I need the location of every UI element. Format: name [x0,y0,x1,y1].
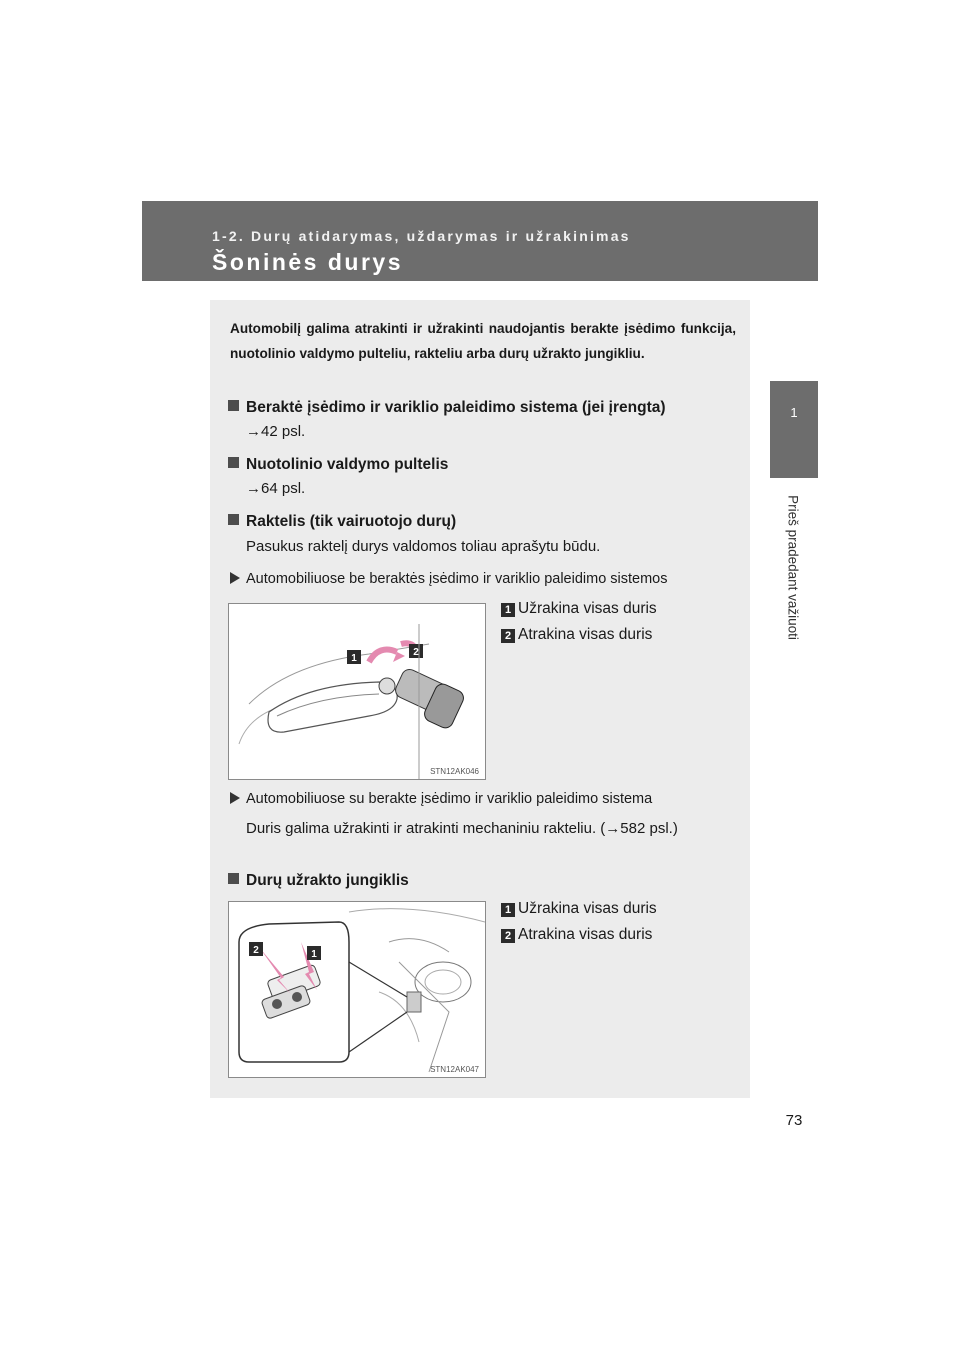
heading-key: Raktelis (tik vairuotojo durų) [228,513,456,531]
bullet-smart-entry: Automobiliuose su berakte įsėdimo ir variklio paleidimo sistema [230,791,652,807]
square-bullet-icon [228,514,239,525]
switch-illustration [228,901,486,1078]
svg-text:2: 2 [413,647,419,658]
legend-unlock-1: 2 Atrakina visas duris [501,626,652,644]
triangle-bullet-icon [230,572,240,584]
legend-unlock-2: 2 Atrakina visas duris [501,926,652,944]
ref-smart-entry: →42 psl. [246,423,306,440]
chapter-number: 1 [790,405,798,420]
square-bullet-icon [228,873,239,884]
mechanical-key-note: Duris galima užrakinti ir atrakinti mechaniniu rakteliu. (→582 psl.) [246,820,678,837]
ref-remote: →64 psl. [246,480,306,497]
svg-text:1: 1 [311,949,317,960]
chapter-header [142,201,818,281]
figure-code: STN12AK046 [430,767,479,776]
content-panel [210,300,750,1098]
legend-lock-1: 1 Užrakina visas duris [501,600,657,618]
svg-text:1: 1 [351,653,357,664]
page-number: 73 [785,1112,803,1129]
legend-lock-2: 1 Užrakina visas duris [501,900,657,918]
key-illustration [228,603,486,780]
triangle-bullet-icon [230,792,240,804]
heading-smart-entry: Beraktė įsėdimo ir variklio paleidimo sistema (jei įrengta) [228,399,666,417]
chapter-tab [770,381,818,478]
heading-switch: Durų užrakto jungiklis [228,872,409,890]
bullet-no-smart-entry: Automobiliuose be beraktės įsėdimo ir variklio paleidimo sistemos [230,571,668,587]
figure-code: STN12AK047 [430,1065,479,1074]
svg-text:2: 2 [253,945,259,956]
key-description: Pasukus raktelį durys valdomos toliau aprašytu būdu. [246,538,601,555]
page-title: Šoninės durys [212,249,403,275]
heading-remote: Nuotolinio valdymo pultelis [228,456,448,474]
chapter-title: Prieš pradedant važiuoti [785,495,801,640]
section-label: 1-2. Durų atidarymas, uždarymas ir užrakinimas [212,228,631,244]
square-bullet-icon [228,457,239,468]
chapter-side-title [778,495,808,640]
square-bullet-icon [228,400,239,411]
intro-text: Automobilį galima atrakinti ir užrakinti naudojantis berakte įsėdimo funkcija, nuotolinio valdymo pulteliu, rakteliu arba durų užrakto jungikliu. [230,321,736,361]
